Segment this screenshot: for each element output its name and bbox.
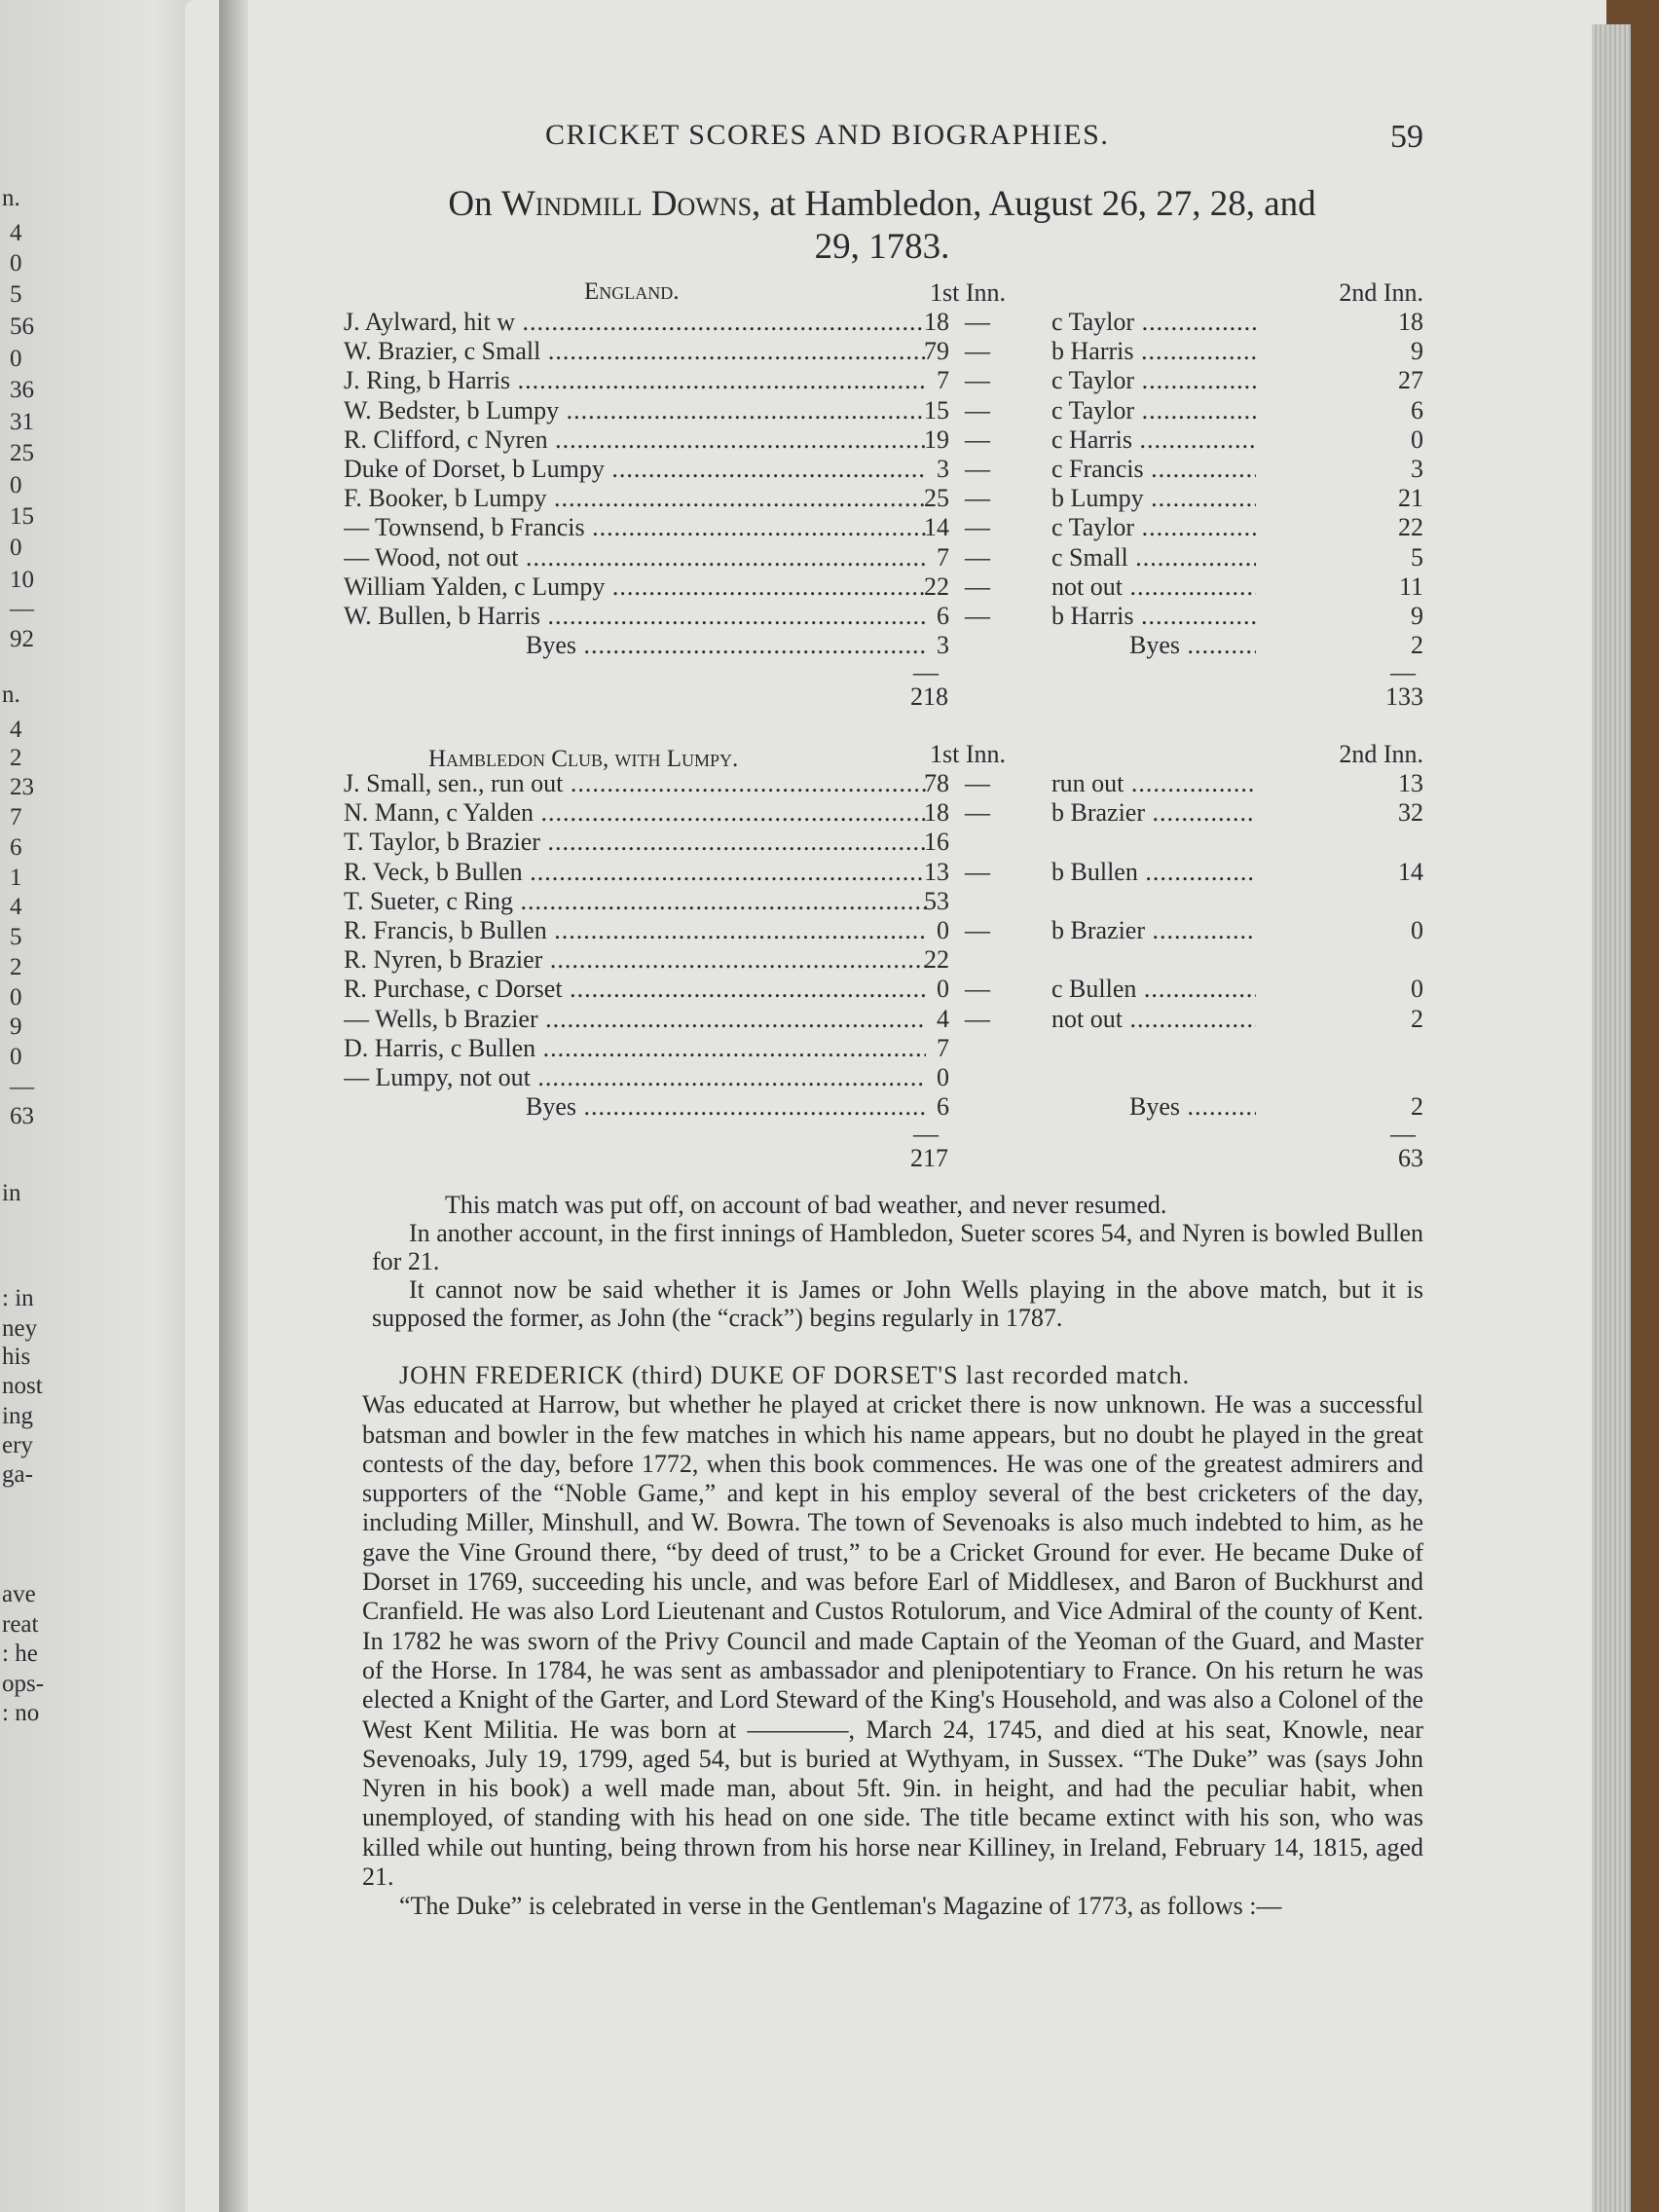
batsman-entry: Byes .....	[526, 631, 926, 660]
second-innings-dismissal: not out .....	[1051, 572, 1256, 602]
book-gutter	[219, 0, 248, 2212]
left-page-fragment: —	[10, 1074, 34, 1100]
second-innings-dismissal: Byes .....	[1129, 1092, 1256, 1122]
second-innings-dismissal: c Bullen .....	[1051, 975, 1256, 1004]
first-innings-score: 19	[924, 424, 949, 454]
first-innings-total: 218	[910, 682, 948, 712]
scorecard-row	[341, 1092, 1423, 1122]
scorecard-row	[341, 396, 1423, 425]
first-innings-score: 6	[937, 602, 949, 630]
first-innings-score: 16	[924, 828, 949, 857]
batsman-entry: William Yalden, c Lumpy .....	[344, 572, 926, 602]
left-page-fragment: 56	[10, 313, 34, 340]
batsman-entry: — Wood, not out .....	[344, 543, 926, 572]
first-innings-score: 0	[937, 1063, 949, 1091]
left-page-fragment: 0	[10, 250, 22, 276]
second-innings-dismissal: c Francis .....	[1051, 455, 1256, 484]
left-page-fragment: 4	[10, 717, 22, 743]
first-innings-score: 3	[937, 455, 949, 483]
second-innings-score: 9	[1411, 337, 1423, 366]
batsman-entry: J. Small, sen., run out .....	[344, 769, 926, 798]
separator-dash: —	[965, 798, 990, 828]
scorecard-row	[341, 572, 1423, 602]
separator-dash: —	[965, 484, 990, 513]
scorecard-row	[341, 513, 1423, 542]
table-header	[341, 740, 1423, 772]
left-page-fragment: 5	[10, 924, 22, 950]
batsman-entry: R. Veck, b Bullen .....	[344, 858, 926, 887]
batsman-entry: T. Taylor, b Brazier .....	[344, 828, 926, 857]
left-page-fragment: 1	[10, 865, 22, 891]
second-innings-dismissal: c Harris .....	[1051, 425, 1256, 455]
left-page-fragment: 23	[10, 774, 34, 800]
second-innings-score: 5	[1411, 542, 1423, 571]
left-page-fragment: 92	[10, 626, 34, 652]
first-innings-score: 14	[924, 513, 949, 542]
left-page-fragment: 6	[10, 834, 22, 861]
first-innings-total: 217	[910, 1144, 948, 1173]
left-page-fragment: 0	[10, 472, 22, 498]
left-page-fragment: ops-	[2, 1671, 45, 1697]
total-rule-2: —	[1390, 1120, 1416, 1149]
batsman-entry: R. Francis, b Bullen .....	[344, 916, 926, 945]
batsman-entry: — Wells, b Brazier .....	[344, 1005, 926, 1034]
second-innings-score: 3	[1411, 455, 1423, 483]
scorecard-row	[341, 945, 1423, 975]
note-another-account: In another account, in the first innings of Hambledon, Sueter scores 54, and Nyren is bowled Bullen for 21.	[372, 1219, 1423, 1275]
second-innings-score: 11	[1398, 571, 1423, 601]
left-page-fragment: 9	[10, 1014, 22, 1040]
second-innings-dismissal: b Harris .....	[1051, 337, 1256, 366]
scorecard-row	[341, 828, 1423, 857]
first-innings-score: 3	[937, 631, 949, 660]
scorecard-row	[341, 1034, 1423, 1063]
second-innings-dismissal: Byes .....	[1129, 631, 1256, 660]
second-innings-dismissal: c Taylor .....	[1051, 396, 1256, 425]
second-innings-dismissal: c Taylor .....	[1051, 366, 1256, 395]
first-innings-score: 53	[924, 886, 949, 915]
left-page-fragment: 7	[10, 804, 22, 830]
note-put-off: This match was put off, on account of bad weather, and never resumed.	[445, 1191, 1167, 1219]
batsman-entry: — Townsend, b Francis .....	[344, 513, 926, 542]
batsman-entry: — Lumpy, not out .....	[344, 1063, 926, 1092]
batsman-entry: Byes .....	[526, 1092, 926, 1122]
first-innings-label: 1st Inn.	[930, 278, 1006, 307]
biography-closing: “The Duke” is celebrated in verse in the Gentleman's Magazine of 1773, as follows :—	[399, 1892, 1282, 1921]
scorecard-row	[341, 602, 1423, 631]
batsman-entry: R. Clifford, c Nyren .....	[344, 425, 926, 455]
separator-dash: —	[965, 337, 990, 366]
batsman-entry: W. Bullen, b Harris .....	[344, 602, 926, 631]
left-page-fragment: 0	[10, 346, 22, 372]
match-title: On Windmill Downs, at Hambledon, August 26, 27, 28, and 29, 1783.	[448, 184, 1316, 267]
second-innings-score: 2	[1411, 631, 1423, 660]
left-page-fragment: nost	[2, 1373, 43, 1399]
left-page-fragment: 4	[10, 220, 22, 246]
second-innings-score: 0	[1411, 975, 1423, 1004]
left-page-fragment: ery	[2, 1432, 33, 1458]
second-innings-dismissal: b Bullen .....	[1051, 858, 1256, 887]
left-page-fragment: : no	[2, 1700, 40, 1726]
separator-dash: —	[965, 602, 990, 630]
left-page-fragment: 0	[10, 1044, 22, 1070]
scorecard-row	[341, 916, 1423, 945]
left-page-fragment: ney	[2, 1315, 38, 1342]
separator-dash: —	[965, 366, 990, 395]
first-innings-score: 18	[924, 798, 949, 828]
left-page-fragment: in	[2, 1180, 21, 1206]
second-innings-total: 63	[1398, 1144, 1423, 1173]
first-innings-score: 18	[924, 308, 949, 336]
second-innings-score: 13	[1398, 769, 1423, 797]
second-innings-dismissal: not out .....	[1051, 1005, 1256, 1034]
page-number: 59	[1390, 119, 1423, 155]
total-rule-1: —	[913, 658, 939, 687]
scorecard-row	[341, 543, 1423, 572]
first-innings-score: 22	[924, 571, 949, 601]
running-title: CRICKET SCORES AND BIOGRAPHIES.	[545, 119, 1110, 151]
batsman-entry: J. Ring, b Harris .....	[344, 366, 926, 395]
separator-dash: —	[965, 424, 990, 454]
batsman-entry: Duke of Dorset, b Lumpy .....	[344, 455, 926, 484]
left-page-fragment: 2	[10, 745, 22, 771]
first-innings-score: 7	[937, 366, 949, 395]
left-page-fragment: 63	[10, 1103, 34, 1129]
left-page-fragment: 0	[10, 984, 22, 1011]
total-rule-2: —	[1390, 658, 1416, 687]
second-innings-dismissal: c Taylor .....	[1051, 513, 1256, 542]
second-innings-score: 2	[1411, 1092, 1423, 1122]
batsman-entry: R. Nyren, b Brazier .....	[344, 945, 926, 975]
left-page-fragment: n.	[2, 682, 20, 708]
first-innings-score: 79	[924, 337, 949, 366]
first-innings-score: 4	[937, 1004, 949, 1033]
scorecard-row	[341, 798, 1423, 828]
scorecard-row	[341, 887, 1423, 916]
scorecard-row	[341, 337, 1423, 366]
left-page-fragment: 0	[10, 535, 22, 561]
second-innings-dismissal: c Taylor .....	[1051, 308, 1256, 337]
separator-dash: —	[965, 542, 990, 571]
left-page-fragment: : he	[2, 1641, 38, 1667]
second-innings-score: 18	[1398, 308, 1423, 336]
second-innings-dismissal: b Brazier .....	[1051, 798, 1256, 828]
second-innings-score: 0	[1411, 424, 1423, 454]
first-innings-score: 78	[924, 769, 949, 797]
scorecard-row	[341, 308, 1423, 337]
left-page-fragment: 2	[10, 954, 22, 980]
left-page-fragment: 36	[10, 377, 34, 403]
second-innings-score: 22	[1398, 513, 1423, 542]
batsman-entry: R. Purchase, c Dorset .....	[344, 975, 926, 1004]
separator-dash: —	[965, 455, 990, 483]
separator-dash: —	[965, 308, 990, 336]
left-page-fragment: —	[10, 596, 34, 622]
match-notes	[372, 1191, 1423, 1332]
left-page-fragment: his	[2, 1344, 31, 1370]
batsman-entry: D. Harris, c Bullen .....	[344, 1034, 926, 1063]
table-header	[341, 278, 1423, 308]
second-innings-dismissal: run out .....	[1051, 769, 1256, 798]
separator-dash: —	[965, 1004, 990, 1033]
separator-dash: —	[965, 975, 990, 1004]
batsman-entry: N. Mann, c Yalden .....	[344, 798, 926, 828]
second-innings-dismissal: c Small .....	[1051, 543, 1256, 572]
scorecard-row	[341, 858, 1423, 887]
left-page-fragment: : in	[2, 1285, 34, 1311]
second-innings-score: 32	[1398, 798, 1423, 828]
left-page-fragment: n.	[2, 185, 20, 211]
scorecard-row	[341, 425, 1423, 455]
scorecard-row	[341, 769, 1423, 798]
second-innings-score: 9	[1411, 602, 1423, 630]
left-page-fragment: ave	[2, 1581, 36, 1607]
separator-dash: —	[965, 513, 990, 542]
left-page-fragment: 15	[10, 503, 34, 530]
team-name: Hambledon Club, with Lumpy.	[428, 746, 739, 772]
second-innings-score: 27	[1398, 366, 1423, 395]
second-innings-dismissal: b Lumpy .....	[1051, 484, 1256, 513]
scorecard-row	[341, 484, 1423, 513]
left-page-fragment: ing	[2, 1403, 33, 1429]
separator-dash: —	[965, 769, 990, 797]
second-innings-score: 21	[1398, 484, 1423, 513]
batsman-entry: W. Brazier, c Small .....	[344, 337, 926, 366]
first-innings-score: 13	[924, 857, 949, 886]
second-innings-score: 2	[1411, 1004, 1423, 1033]
first-innings-score: 7	[937, 1033, 949, 1062]
batsman-entry: F. Booker, b Lumpy .....	[344, 484, 926, 513]
left-page-fragment: 25	[10, 440, 34, 466]
team-name: England.	[584, 278, 680, 305]
match-year: 29, 1783.	[814, 227, 950, 267]
first-innings-score: 0	[937, 916, 949, 944]
first-innings-score: 7	[937, 542, 949, 571]
second-innings-dismissal: b Brazier .....	[1051, 916, 1256, 945]
batsman-entry: W. Bedster, b Lumpy .....	[344, 396, 926, 425]
scorecard-row	[341, 455, 1423, 484]
first-innings-score: 0	[937, 975, 949, 1004]
left-page-fragment: reat	[2, 1611, 39, 1638]
second-innings-total: 133	[1385, 682, 1423, 712]
total-rule-1: —	[913, 1120, 939, 1149]
left-page-fragment: 10	[10, 567, 34, 593]
first-innings-label: 1st Inn.	[930, 740, 1006, 768]
venue-name: Windmill Downs	[500, 184, 753, 224]
scorecard-row	[341, 1063, 1423, 1092]
page-edges	[1592, 24, 1631, 2212]
batsman-entry: J. Aylward, hit w .....	[344, 308, 926, 337]
first-innings-score: 25	[924, 484, 949, 513]
separator-dash: —	[965, 916, 990, 944]
second-innings-score: 0	[1411, 916, 1423, 944]
first-innings-score: 15	[924, 395, 949, 424]
biography-heading: JOHN FREDERICK (third) DUKE OF DORSET'S last recorded match.	[399, 1361, 1191, 1389]
first-innings-score: 22	[924, 945, 949, 975]
scorecard-row	[341, 975, 1423, 1004]
biography-text: Was educated at Harrow, but whether he played at cricket there is now unknown. He was a successful batsman and bowler in the few matches in which his name appears, but no doubt he played in the great contests of the day, before 1772, when this book commences. He was one of the greatest admirers and supporters of the “Noble Game,” and kept in his employ several of the best cricketers of the day, including Miller, Minshull, and W. Bowra. The town of Sevenoaks is also much indebted to him, as he gave the Vine Ground there, “by deed of trust,” to be a Cricket Ground for ever. He became Duke of Dorset in 1769, succeeding his uncle, and was before Earl of Middlesex, and Baron of Buckhurst and Cranfield. He was also Lord Lieutenant and Custos Rotulorum, and Vice Admiral of the county of Kent. In 1782 he was sworn of the Privy Council and made Captain of the Yeoman of the Guard, and Master of the Horse. In 1784, he was sent as ambassador and plenipotentiary to France. On his return he was elected a Knight of the Garter, and Lord Steward of the King's Household, and was also a Colonel of the West Kent Militia. He was born at ————, March 24, 1745, and died at his seat, Knowle, near Sevenoaks, July 19, 1799, aged 54, but is buried at Wythyam, in Sussex. “The Duke” was (says John Nyren in his book) a well made man, about 5ft. 9in. in height, and had the peculiar habit, when unemployed, of standing with his head on one side. The title became extinct with his son, who was killed while out hunting, being thrown from his horse near Killiney, in Ireland, February 14, 1815, aged 21.	[362, 1390, 1423, 1892]
note-wells: It cannot now be said whether it is James or John Wells playing in the above match, but it is supposed the former, as John (the “crack”) begins regularly in 1787.	[372, 1275, 1423, 1332]
separator-dash: —	[965, 395, 990, 424]
scorecard-row	[341, 631, 1423, 660]
scorecard-row	[341, 366, 1423, 395]
left-page-fragment: 4	[10, 894, 22, 920]
duke-biography	[362, 1361, 1423, 1922]
first-innings-score: 6	[937, 1092, 949, 1122]
second-innings-dismissal: b Harris .....	[1051, 602, 1256, 631]
separator-dash: —	[965, 571, 990, 601]
second-innings-label: 2nd Inn.	[1339, 278, 1423, 307]
separator-dash: —	[965, 857, 990, 886]
left-page-fragment: 31	[10, 409, 34, 435]
left-page-fragment: ga-	[2, 1461, 33, 1488]
second-innings-score: 6	[1411, 395, 1423, 424]
batsman-entry: T. Sueter, c Ring .....	[344, 887, 926, 916]
left-page-fragment: 5	[10, 281, 22, 308]
second-innings-label: 2nd Inn.	[1339, 740, 1423, 768]
second-innings-score: 14	[1398, 857, 1423, 886]
scorecard-row	[341, 1005, 1423, 1034]
